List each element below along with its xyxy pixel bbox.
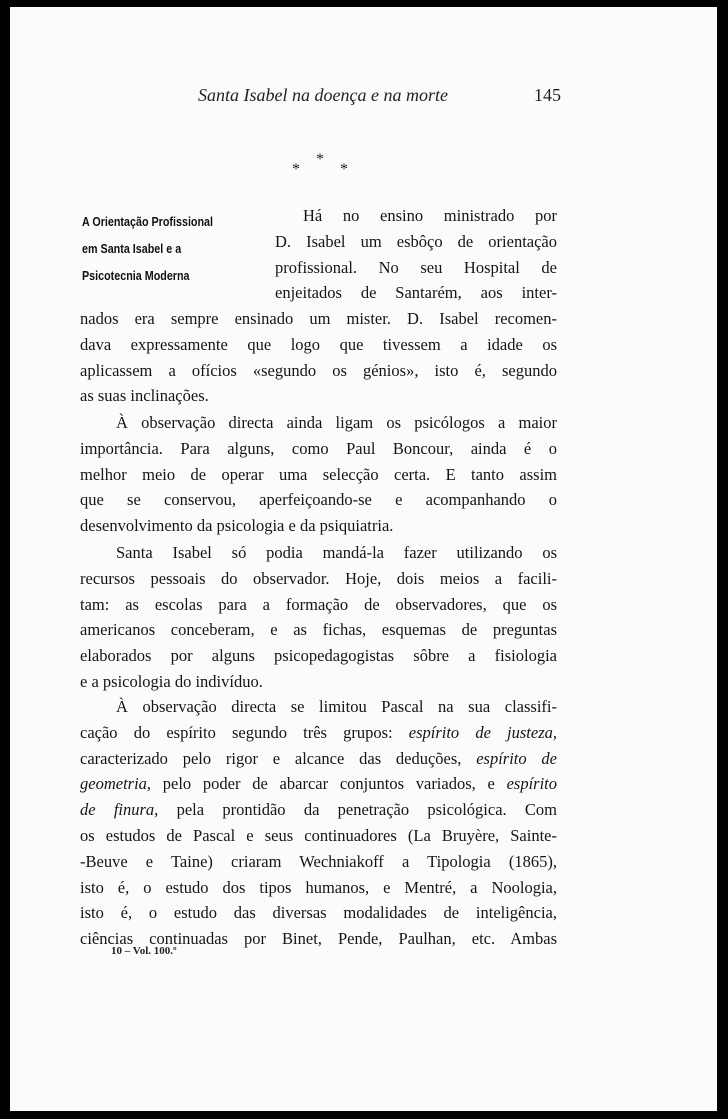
text-run: pelo poder de abarcar conjuntos variados, e [151,774,507,794]
text-line: americanos conceberam, e as fichas, esquemas de preguntas [80,620,557,640]
text-run: cação do espírito segundo três grupos: [80,722,409,742]
text-line: as suas inclinações. [80,386,209,406]
asterisk-right: * [340,161,348,178]
italic-term: geometria, [80,774,152,794]
text-run: caracterizado pelo rigor e alcance das deduções, [80,748,477,768]
text-line [80,771,557,797]
text-line: elaborados por alguns psicopedagogistas sôbre a fisiologia [80,646,557,666]
italic-term: espírito de [476,748,557,768]
section-separator [284,151,364,181]
text-line: profissional. No seu Hospital de [275,257,557,277]
text-line: isto é, o estudo dos tipos humanos, e Mentré, a Noologia, [80,877,557,897]
text-line: tam: as escolas para a formação de observadores, que os [80,594,557,614]
paragraph-1-indented [275,203,557,306]
text-line: -Beuve e Taine) criaram Wechniakoff a Tipologia (1865), [80,851,557,871]
marginal-heading-line: Psicotecnia Moderna [82,269,190,283]
page-number: 145 [534,85,561,105]
printer-signature: 10 – Vol. 100.º [111,945,177,957]
text-line: isto é, o estudo das diversas modalidades de inteligência, [80,903,557,923]
text-line: Há no ensino ministrado por [303,206,557,225]
paragraph-1 [80,306,557,409]
text-line: desenvolvimento da psicologia e da psiquiatria. [80,516,394,536]
text-line: dava expressamente que logo que tivessem a idade os [80,334,557,354]
text-line: que se conservou, aperfeiçoando-se e acompanhando o [80,490,557,510]
italic-term: espírito de justeza, [408,722,557,742]
running-title: Santa Isabel na doença e na morte [198,85,448,105]
text-line: ciências continuadas por Binet, Pende, Paulhan, etc. Ambas [80,929,557,949]
marginal-heading-line: A Orientação Profissional [82,215,214,229]
text-line: e a psicologia do indivíduo. [80,671,263,691]
text-line: aplicassem a ofícios «segundo os génios», isto é, segundo [80,360,557,380]
text-line [80,797,557,823]
text-line [80,720,557,746]
italic-term: espírito [506,774,557,794]
text-line: À observação directa se limitou Pascal na sua classifi- [116,697,557,716]
book-page [10,7,717,1111]
text-line [80,746,557,772]
page-header [10,85,717,111]
text-line: nados era sempre ensinado um mister. D. Isabel recomen- [80,309,557,328]
text-line: melhor meio de operar uma selecção certa. E tanto assim [80,464,557,484]
paragraph-2 [80,410,557,539]
paragraph-3 [80,540,557,695]
text-line: recursos pessoais do observador. Hoje, dois meios a facili- [80,568,557,588]
text-line: Santa Isabel só podia mandá-la fazer utilizando os [116,543,557,562]
text-line: enjeitados de Santarém, aos inter- [275,283,557,303]
marginal-heading-line: em Santa Isabel e a [82,242,182,256]
text-line: importância. Para alguns, como Paul Boncour, ainda é o [80,438,557,458]
text-line: À observação directa ainda ligam os psicólogos a maior [116,413,557,432]
text-line: os estudos de Pascal e seus continuadores (La Bruyère, Sainte- [80,825,557,845]
asterisk-left: * [292,161,300,178]
asterisk-top: * [316,151,324,168]
marginal-heading [82,209,245,290]
italic-term: de finura, [80,800,159,820]
text-line: D. Isabel um esbôço de orientação [275,231,557,251]
text-run: pela prontidão da penetração psicológica. Com [158,800,557,820]
paragraph-4 [80,694,557,952]
